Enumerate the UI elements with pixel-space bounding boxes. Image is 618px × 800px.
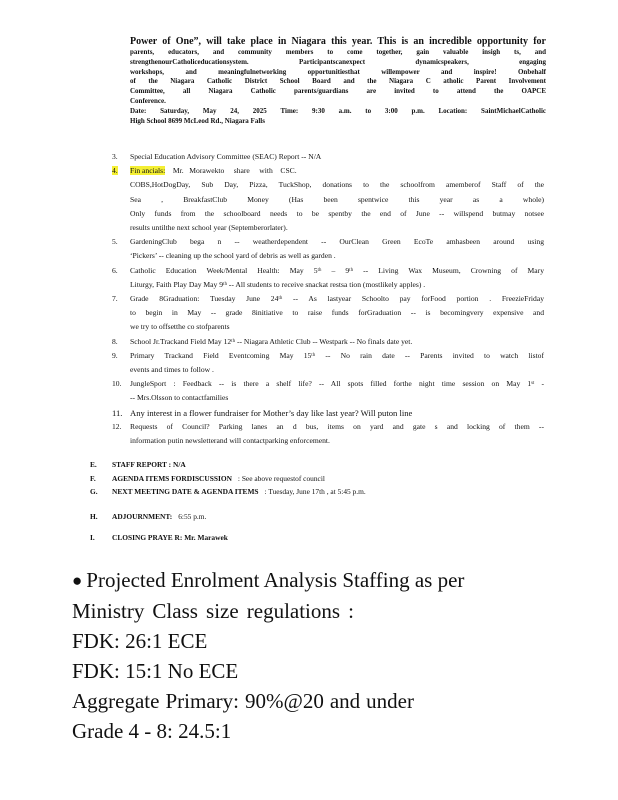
section-letter: E. xyxy=(90,460,97,469)
agenda-item-line: results untilthe next school year (Septemberorlater). xyxy=(130,223,288,233)
agenda-item xyxy=(112,150,544,164)
section-value: : See above requestof council xyxy=(237,474,325,483)
section-value: 6:55 p.m. xyxy=(178,512,207,521)
agenda-item-line: GardeningClub bega n -- weatherdependent -- OurClean Green EcoTe amhasbeen around using xyxy=(130,237,544,247)
section-label: NEXT MEETING DATE & AGENDA ITEMS xyxy=(112,487,259,496)
intro-line: parents, educators, and community members to come together, gain valuable insigh ts, and xyxy=(130,48,546,56)
agenda-item-number: 9. xyxy=(112,350,118,360)
agenda-item-number: 5. xyxy=(112,237,118,247)
section-staff-report xyxy=(90,460,186,469)
agenda-item xyxy=(112,420,544,448)
enrolment-line: Grade 4 - 8: 24.5:1 xyxy=(72,719,232,743)
agenda-item xyxy=(112,292,544,335)
section-value: : Tuesday, June 17th , at 5:45 p.m. xyxy=(264,487,366,496)
agenda-item-line: we try to offsetthe co stofparents xyxy=(130,322,230,332)
section-letter: G. xyxy=(90,487,98,496)
intro-line: workshops, and meaningfulnetworking opportunitiesthat willempower and inspire! Onbehalf xyxy=(130,67,546,76)
agenda-item xyxy=(112,335,544,349)
agenda-item-line: Fin ancials: Mr. Morawekto share with CSC. xyxy=(130,166,297,176)
section-letter: I. xyxy=(90,533,95,542)
section-closing-prayer xyxy=(90,533,228,542)
agenda-item-number xyxy=(112,164,130,235)
section-adjournment xyxy=(90,512,206,521)
agenda-item-line: information putin newsletterand will contactparking enforcement. xyxy=(130,436,330,446)
agenda-item-body xyxy=(130,406,544,420)
intro-line: Power of One”, will take place in Niagara this year. This is an incredible opportunity for xyxy=(130,36,546,47)
enrolment-line: FDK: 26:1 ECE xyxy=(72,629,208,653)
agenda-item-body xyxy=(130,164,544,235)
agenda-items-list xyxy=(112,150,544,448)
agenda-item-line: Special Education Advisory Committee (SEAC) Report -- N/A xyxy=(130,152,322,161)
enrolment-line: Ministry Class size regulations : xyxy=(72,599,354,623)
agenda-item-body xyxy=(130,150,544,164)
agenda-item xyxy=(112,235,544,263)
intro-line: Conference. xyxy=(130,96,166,105)
section-agenda-items xyxy=(90,474,325,483)
highlighted-number: 4. xyxy=(112,166,118,176)
section-next-meeting xyxy=(90,487,366,496)
agenda-item xyxy=(112,406,544,420)
agenda-item-body xyxy=(130,420,544,448)
agenda-item-line: Only funds from the schoolboard needs to be spentby the end of June -- willspend butmay notsee xyxy=(130,208,544,218)
agenda-item-line: to begin in May -- grade 8initiative to raise funds forGraduation -- is becomingvery expensive and xyxy=(130,308,544,318)
conference-announcement xyxy=(130,36,546,126)
agenda-item-line: Catholic Education Week/Mental Health: May 5ᵗʰ – 9ᵗʰ -- Living Wax Museum, Crowning of Mary xyxy=(130,265,544,275)
enrolment-title-text: Projected Enrolment Analysis Staffing as per xyxy=(86,568,465,592)
intro-line: strengthenourCatholiceducationsystem. Participantscanexpect dynamicspeakers, engaging xyxy=(130,57,546,66)
section-label: CLOSING PRAYE R: Mr. Marawek xyxy=(112,533,228,542)
agenda-item-body xyxy=(130,377,544,405)
intro-line: High School 8699 McLeod Rd., Niagara Falls xyxy=(130,116,265,125)
agenda-item-body xyxy=(130,292,544,335)
agenda-item-line: Sea , BreakfastClub Money (Has been spentwice this year as a whole) xyxy=(130,194,544,204)
enrolment-line: FDK: 15:1 No ECE xyxy=(72,659,239,683)
agenda-item-line: JungleSport : Feedback -- is there a shelf life? -- All spots filled forthe night time session on May 1ˢᵗ - xyxy=(130,379,544,389)
intro-line: Date: Saturday, May 24, 2025 Time: 9:30 a.m. to 3:00 p.m. Location: SaintMichaelCatholic xyxy=(130,106,546,115)
intro-line: of the Niagara Catholic District School Board and the Niagara C atholic Parent Involvement xyxy=(130,77,546,86)
agenda-item-line: Grade 8Graduation: Tuesday June 24ᵗʰ -- As lastyear Schoolto pay forFood portion . FreezieFriday xyxy=(130,294,544,304)
agenda-item-number: 12. xyxy=(112,421,122,431)
agenda-item xyxy=(112,164,544,235)
enrolment-line: Aggregate Primary: 90%@20 and under xyxy=(72,689,414,713)
agenda-item-line: -- Mrs.Olsson to contactfamilies xyxy=(130,393,229,403)
agenda-item xyxy=(112,377,544,405)
highlighted-label: Fin ancials: xyxy=(130,166,166,176)
agenda-item-line: ‘Pickers’ -- cleaning up the school yard of debris as well as garden . xyxy=(130,251,336,261)
agenda-item-number: 6. xyxy=(112,265,118,275)
agenda-item-number: 7. xyxy=(112,294,118,304)
enrolment-title xyxy=(72,565,542,596)
agenda-item-body xyxy=(130,349,544,377)
section-letter: H. xyxy=(90,512,98,521)
agenda-item xyxy=(112,349,544,377)
section-label: AGENDA ITEMS FORDISCUSSION xyxy=(112,474,232,483)
agenda-item-line: events and times to follow . xyxy=(130,365,214,375)
agenda-item-number: 8. xyxy=(112,336,118,346)
intro-line: Committee, all Niagara Catholic parents/guardians are invited to attend the OAPCE xyxy=(130,87,546,96)
agenda-item-body xyxy=(130,335,544,349)
agenda-item-number: 11. xyxy=(112,407,123,418)
agenda-item-line: COBS,HotDogDay, Sub Day, Pizza, TuckShop, donations to the schoolfrom amemberof Staff of the xyxy=(130,180,544,190)
agenda-item-line: Liturgy, Faith Play Day May 9ᵗʰ -- All students to receive snackat restsa tion (mostlikely apples) . xyxy=(130,279,426,289)
section-label: ADJOURNMENT: xyxy=(112,512,173,521)
agenda-item-body xyxy=(130,264,544,292)
agenda-item-number: 10. xyxy=(112,379,122,389)
agenda-item-body xyxy=(130,235,544,263)
agenda-item-line: Primary Trackand Field Eventcoming May 15ᵗʰ -- No rain date -- Parents invited to watch listof xyxy=(130,350,544,360)
agenda-item xyxy=(112,264,544,292)
agenda-item-line: Requests of Council? Parking lanes an d bus, items on yard and gate s and locking of them -- xyxy=(130,421,544,431)
enrolment-analysis xyxy=(72,565,542,746)
agenda-item-line: School Jr.Trackand Field May 12ᵗʰ -- Niagara Athletic Club -- Westpark -- No finals date yet. xyxy=(130,336,413,346)
agenda-item-number: 3. xyxy=(112,152,118,161)
section-letter: F. xyxy=(90,474,96,483)
agenda-item-line: Any interest in a flower fundraiser for Mother’s day like last year? Will puton line xyxy=(130,407,413,418)
section-label: STAFF REPORT : N/A xyxy=(112,460,186,469)
bullet-icon: ● xyxy=(72,571,83,590)
